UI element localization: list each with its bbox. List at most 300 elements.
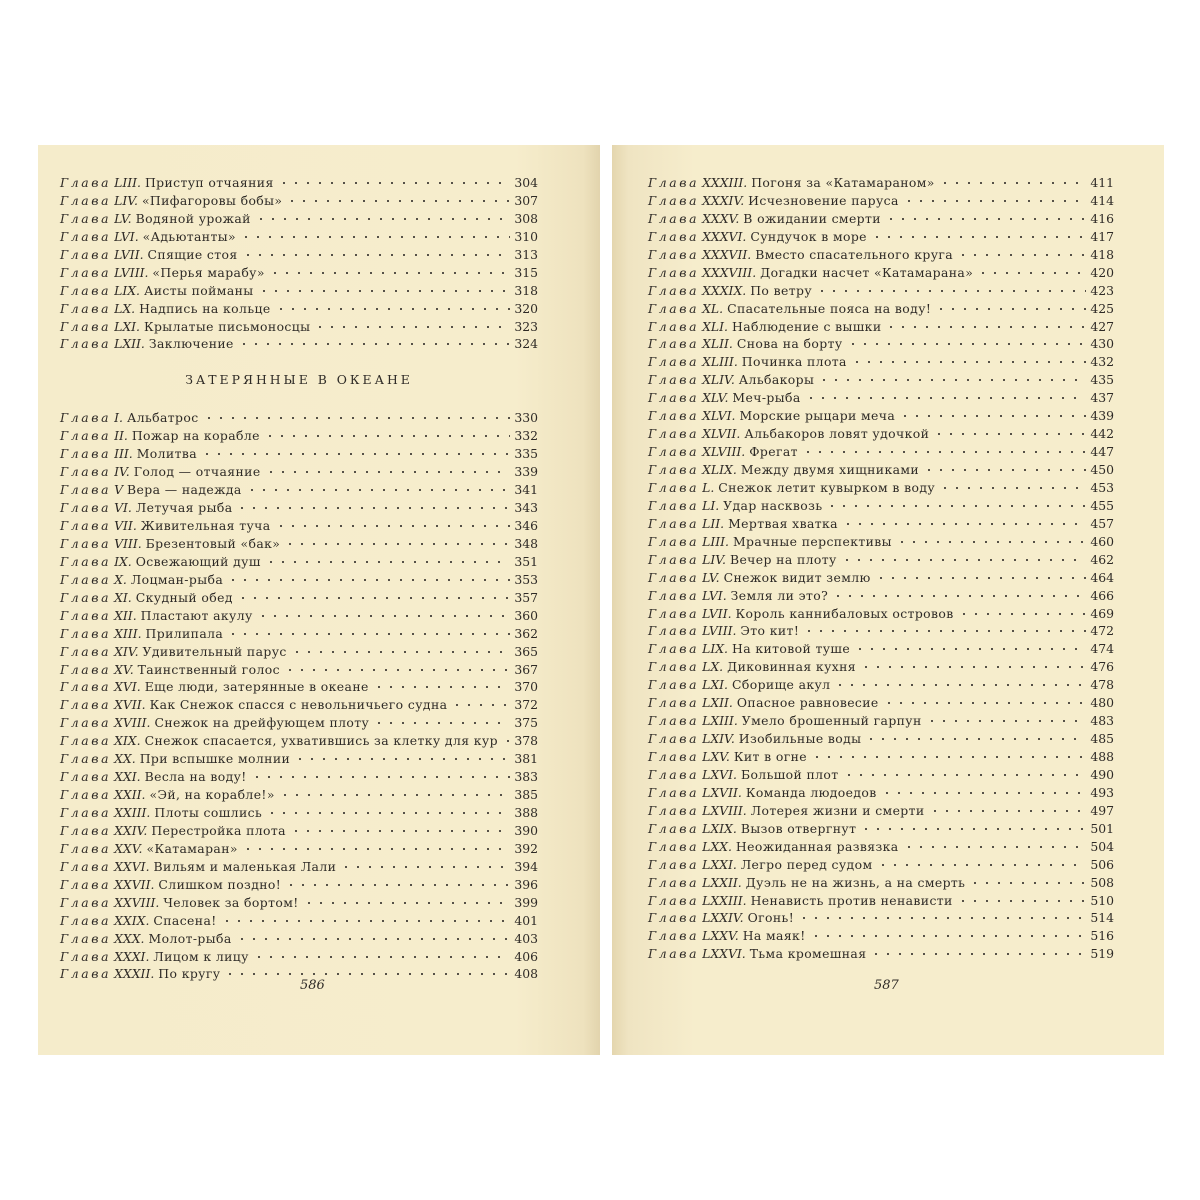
chapter-label: Глава [60, 482, 112, 498]
chapter-label: Глава [648, 677, 700, 693]
dot-leader [957, 251, 1086, 259]
dot-leader [957, 897, 1086, 905]
toc-entry [648, 570, 1114, 588]
dot-leader [881, 789, 1086, 797]
toc-entry [648, 659, 1114, 677]
page-ref: 519 [1090, 946, 1114, 962]
chapter-label: Глава [60, 822, 112, 838]
chapter-title: Человек за бортом! [163, 894, 299, 910]
chapter-label: Глава [60, 805, 112, 820]
chapter-number: LI. [702, 497, 720, 513]
dot-leader [903, 843, 1086, 851]
chapter-title: Прилипала [145, 625, 224, 641]
chapter-number: LXX. [702, 838, 732, 854]
chapter-title: «Катамаран» [146, 840, 238, 856]
chapter-number: XXV. [114, 840, 143, 856]
chapter-title: Меч-рыба [732, 390, 801, 406]
page-ref: 478 [1090, 677, 1114, 693]
toc-entry [60, 536, 538, 554]
chapter-title: Исчезновение паруса [748, 192, 899, 208]
dot-leader [242, 845, 510, 853]
chapter-number: XLIV. [702, 372, 735, 388]
dot-leader [279, 791, 510, 799]
page-ref: 323 [514, 318, 538, 334]
toc-entry [60, 608, 538, 626]
chapter-number: XXXII. [114, 966, 155, 982]
chapter-title: Большой плот [740, 766, 839, 782]
chapter-number: XXXIII. [702, 175, 748, 190]
chapter-number: LVIII. [114, 264, 149, 280]
chapter-label: Глава [648, 551, 700, 567]
dot-leader [251, 773, 510, 781]
chapter-title: Догадки насчет «Катамарана» [760, 264, 974, 280]
page-ref: 324 [514, 336, 538, 352]
chapter-number: XLV. [702, 390, 729, 406]
toc-entry [648, 534, 1114, 552]
dot-leader [832, 592, 1086, 600]
page-ref: 490 [1090, 766, 1114, 782]
chapter-label: Глава [60, 715, 112, 731]
dot-leader [278, 179, 510, 187]
chapter-label: Глава [60, 948, 112, 964]
chapter-label: Глава [648, 479, 700, 495]
toc-entry [648, 211, 1114, 229]
page-ref: 447 [1090, 444, 1114, 460]
toc-entry [60, 283, 538, 301]
page-ref: 418 [1090, 246, 1114, 262]
page-ref: 313 [514, 246, 538, 262]
chapter-title: Крылатые письмоносцы [143, 318, 311, 334]
toc-entry [648, 731, 1114, 749]
chapter-label: Глава [648, 946, 700, 962]
page-ref: 365 [514, 643, 538, 659]
chapter-title: Кит в огне [733, 749, 807, 764]
dot-leader [240, 233, 510, 241]
left-page [38, 145, 600, 1055]
dot-leader [871, 233, 1086, 241]
chapter-label: Глава [60, 858, 112, 874]
toc-entry [60, 679, 538, 697]
page-ref: 381 [514, 751, 538, 767]
page-ref: 308 [514, 210, 538, 226]
chapter-label: Глава [648, 336, 700, 352]
chapter-title: Ненависть против ненависти [750, 892, 953, 908]
toc-entry [648, 336, 1114, 354]
chapter-number: XXXVIII. [702, 264, 757, 280]
page-ref: 375 [514, 715, 538, 731]
chapter-number: IX. [114, 553, 132, 569]
chapter-number: LIII. [114, 175, 141, 190]
chapter-number: LXI. [114, 318, 140, 334]
dot-leader [877, 861, 1087, 869]
chapter-title: Спасательные пояса на воду! [727, 300, 932, 316]
toc-entry [60, 715, 538, 733]
chapter-title: Снежок летит кувырком в воду [718, 479, 936, 495]
chapter-number: XX. [114, 751, 136, 767]
chapter-label: Глава [648, 515, 700, 531]
chapter-title: Живительная туча [140, 518, 271, 533]
toc-entry [60, 859, 538, 877]
toc-entry [60, 733, 538, 751]
chapter-title: Молот-рыба [148, 930, 232, 946]
toc-entry [60, 823, 538, 841]
chapter-number: XXVIII. [114, 894, 160, 910]
chapter-title: Неожиданная развязка [735, 838, 899, 854]
page-ref: 399 [514, 894, 538, 910]
chapter-number: XXIV. [114, 822, 148, 838]
chapter-number: V [114, 482, 124, 498]
dot-leader [294, 755, 510, 763]
chapter-number: LXIV. [702, 731, 735, 747]
toc-entry [648, 480, 1114, 498]
dot-leader [236, 935, 510, 943]
page-ref: 394 [514, 858, 538, 874]
dot-leader [958, 610, 1086, 618]
toc-entry [60, 211, 538, 229]
chapter-number: LVII. [702, 605, 732, 621]
chapter-label: Глава [648, 390, 700, 406]
chapter-label: Глава [648, 605, 700, 621]
page-ref: 488 [1090, 749, 1114, 764]
chapter-number: III. [114, 446, 133, 462]
page-ref: 430 [1090, 336, 1114, 352]
dot-leader [885, 323, 1086, 331]
chapter-title: Вильям и маленькая Лали [153, 858, 337, 874]
page-ref: 435 [1090, 372, 1114, 388]
chapter-number: LVI. [702, 587, 727, 603]
chapter-number: VI. [114, 500, 132, 516]
page-ref: 442 [1090, 426, 1114, 442]
dot-leader [851, 358, 1086, 366]
dot-leader [246, 486, 510, 494]
chapter-title: Заключение [148, 336, 234, 352]
dot-leader [939, 179, 1086, 187]
toc-entry [60, 590, 538, 608]
chapter-title: «Эй, на корабле!» [149, 787, 275, 803]
page-ref: 372 [514, 697, 538, 713]
page-ref: 439 [1090, 408, 1114, 424]
chapter-title: Как Снежок спасся с невольничьего судна [149, 697, 448, 713]
chapter-number: XXXVI. [702, 228, 747, 244]
toc-entry [60, 751, 538, 769]
chapter-title: «Адьютанты» [142, 228, 236, 244]
dot-leader [847, 340, 1086, 348]
chapter-number: LV. [114, 210, 132, 226]
chapter-label: Глава [648, 569, 700, 585]
chapter-label: Глава [648, 838, 700, 854]
page-ref: 485 [1090, 731, 1114, 747]
chapter-number: XVI. [114, 679, 141, 695]
toc-entry [60, 769, 538, 787]
dot-leader [284, 666, 510, 674]
chapter-title: Погоня за «Катамараном» [751, 175, 935, 190]
toc-entry [60, 913, 538, 931]
chapter-title: Удар насквозь [723, 497, 823, 513]
toc-entry [648, 516, 1114, 534]
chapter-number: LXI. [702, 677, 728, 693]
toc-entry [648, 677, 1114, 695]
toc-entry [648, 623, 1114, 641]
toc-entry [60, 500, 538, 518]
dot-leader [899, 412, 1086, 420]
chapter-label: Глава [648, 928, 700, 944]
chapter-title: Еще люди, затерянные в океане [144, 679, 369, 695]
chapter-label: Глава [648, 228, 700, 244]
page-ref: 396 [514, 876, 538, 892]
chapter-title: Освежающий душ [135, 553, 261, 569]
chapter-label: Глава [60, 661, 112, 677]
toc-entry [60, 175, 538, 193]
toc-entry [648, 229, 1114, 247]
chapter-title: На маяк! [742, 928, 806, 944]
chapter-title: Это кит! [740, 623, 800, 639]
chapter-number: LXXI. [702, 856, 737, 872]
dot-leader [203, 414, 510, 422]
chapter-label: Глава [648, 659, 700, 675]
dot-leader [238, 340, 510, 348]
chapter-label: Глава [648, 462, 700, 477]
chapter-number: XXXVII. [702, 246, 752, 262]
chapter-number: XXXI. [114, 948, 150, 964]
toc-entry [648, 821, 1114, 839]
chapter-number: LV. [702, 569, 720, 585]
chapter-label: Глава [60, 930, 112, 946]
chapter-number: XVIII. [114, 715, 151, 731]
chapter-label: Глава [60, 500, 112, 516]
dot-leader [842, 520, 1086, 528]
page-ref: 417 [1090, 228, 1114, 244]
chapter-label: Глава [60, 446, 112, 462]
chapter-number: XVII. [114, 697, 146, 713]
chapter-title: Спящие стоя [147, 246, 238, 262]
chapter-title: Вместо спасательного круга [755, 246, 954, 262]
toc-entry [60, 229, 538, 247]
dot-leader [860, 663, 1086, 671]
chapter-title: Фрегат [749, 444, 798, 460]
toc-entry [648, 695, 1114, 713]
chapter-number: XXVI. [114, 858, 150, 874]
toc-entry [60, 265, 538, 283]
dot-leader [253, 953, 510, 961]
chapter-number: XXXIX. [702, 282, 747, 298]
chapter-label: Глава [60, 318, 112, 334]
chapter-number: II. [114, 428, 128, 444]
toc-entry [648, 426, 1114, 444]
chapter-number: XXII. [114, 787, 146, 803]
chapter-number: XLII. [702, 336, 733, 352]
chapter-number: LIX. [702, 641, 728, 657]
chapter-number: LXIII. [702, 713, 738, 729]
chapter-number: LIX. [114, 282, 140, 298]
chapter-title: Морские рыцари меча [739, 408, 896, 424]
chapter-label: Глава [648, 408, 700, 424]
toc-entry [648, 301, 1114, 319]
toc-column-left [60, 175, 538, 984]
page-ref: 427 [1090, 318, 1114, 334]
chapter-title: Удивительный парус [142, 643, 287, 659]
chapter-label: Глава [648, 641, 700, 657]
dot-leader [923, 466, 1086, 474]
page-ref: 483 [1090, 713, 1114, 729]
page-ref: 501 [1090, 820, 1114, 836]
dot-leader [939, 484, 1086, 492]
chapter-label: Глава [648, 784, 700, 800]
chapter-number: LXXII. [702, 874, 742, 890]
dot-leader [286, 197, 510, 205]
chapter-title: Молитва [136, 446, 198, 462]
dot-leader [805, 394, 1086, 402]
page-ref: 457 [1090, 515, 1114, 531]
chapter-label: Глава [648, 246, 700, 262]
page-ref: 493 [1090, 784, 1114, 800]
chapter-title: Снова на борту [736, 336, 843, 352]
chapter-number: LXVIII. [702, 802, 747, 818]
page-ref: 510 [1090, 892, 1114, 908]
page-ref: 504 [1090, 838, 1114, 854]
dot-leader [227, 630, 510, 638]
chapter-label: Глава [60, 894, 112, 910]
chapter-number: XL. [702, 300, 724, 316]
chapter-title: Слишком поздно! [158, 876, 282, 892]
chapter-number: LXXVI. [702, 946, 746, 962]
page-ref: 464 [1090, 569, 1114, 585]
chapter-label: Глава [60, 428, 112, 444]
chapter-label: Глава [648, 282, 700, 298]
toc-entry [60, 247, 538, 265]
dot-leader [201, 450, 510, 458]
chapter-title: Пожар на корабле [131, 428, 260, 444]
chapter-label: Глава [60, 464, 112, 480]
dot-leader [236, 504, 510, 512]
page-ref: 466 [1090, 587, 1114, 603]
page-ref: 357 [514, 589, 538, 605]
page-ref: 411 [1090, 175, 1114, 190]
dot-leader [224, 970, 510, 978]
chapter-title: В ожидании смерти [743, 210, 881, 226]
toc-entry [60, 787, 538, 805]
chapter-title: Диковинная кухня [727, 659, 857, 675]
chapter-label: Глава [60, 210, 112, 226]
chapter-label: Глава [648, 802, 700, 818]
dot-leader [977, 269, 1086, 277]
toc-entry [648, 498, 1114, 516]
chapter-label: Глава [60, 336, 112, 352]
chapter-label: Глава [60, 751, 112, 767]
chapter-number: XXVII. [114, 876, 155, 892]
page-ref: 332 [514, 428, 538, 444]
chapter-number: LXV. [702, 749, 730, 764]
chapter-label: Глава [648, 533, 700, 549]
chapter-number: LXII. [702, 695, 733, 711]
toc-entry [648, 803, 1114, 821]
chapter-label: Глава [648, 264, 700, 280]
toc-entry [60, 966, 538, 984]
chapter-title: Вера — надежда [127, 482, 242, 498]
page-ref: 514 [1090, 910, 1114, 926]
chapter-label: Глава [60, 912, 112, 928]
chapter-title: Лицом к лицу [153, 948, 249, 964]
chapter-number: LIV. [114, 192, 138, 208]
chapter-title: Снежок спасается, ухватившись за клетку для кур [144, 733, 498, 749]
page-ref: 401 [514, 912, 538, 928]
page-ref: 304 [514, 175, 538, 190]
page-ref: 469 [1090, 605, 1114, 621]
chapter-title: Лотерея жизни и смерти [750, 802, 925, 818]
dot-leader [810, 932, 1086, 940]
page-ref: 480 [1090, 695, 1114, 711]
chapter-title: Сундучок в море [750, 228, 867, 244]
chapter-label: Глава [648, 372, 700, 388]
dot-leader [816, 287, 1086, 295]
page-ref: 351 [514, 553, 538, 569]
chapter-number: XV. [114, 661, 134, 677]
chapter-number: VII. [114, 518, 137, 533]
page-ref: 497 [1090, 802, 1114, 818]
toc-entry [648, 641, 1114, 659]
dot-leader [969, 879, 1086, 887]
page-ref: 341 [514, 482, 538, 498]
dot-leader [903, 197, 1086, 205]
page-ref: 362 [514, 625, 538, 641]
toc-entry [60, 626, 538, 644]
chapter-title: Вечер на плоту [729, 551, 837, 567]
chapter-number: LIV. [702, 551, 726, 567]
toc-entry [60, 301, 538, 319]
page-ref: 474 [1090, 641, 1114, 657]
chapter-number: XLVI. [702, 408, 736, 424]
page-ref: 367 [514, 661, 538, 677]
chapter-label: Глава [60, 553, 112, 569]
chapter-label: Глава [60, 589, 112, 605]
chapter-number: X. [114, 571, 127, 587]
chapter-number: VIII. [114, 535, 142, 551]
dot-leader [265, 558, 510, 566]
toc-entry [648, 319, 1114, 337]
chapter-number: XII. [114, 607, 137, 623]
dot-leader [811, 753, 1086, 761]
dot-leader [275, 305, 510, 313]
chapter-label: Глава [60, 697, 112, 713]
chapter-label: Глава [648, 426, 700, 442]
dot-leader [803, 627, 1086, 635]
chapter-number: LIII. [702, 533, 729, 549]
toc-entry [60, 877, 538, 895]
dot-leader [834, 681, 1086, 689]
chapter-number: XI. [114, 589, 132, 605]
chapter-title: Плоты сошлись [154, 805, 263, 820]
chapter-label: Глава [648, 713, 700, 729]
toc-entry [648, 390, 1114, 408]
page-ref: 390 [514, 822, 538, 838]
chapter-label: Глава [60, 876, 112, 892]
chapter-title: Снежок на дрейфующем плоту [154, 715, 370, 731]
page-ref: 414 [1090, 192, 1114, 208]
chapter-number: LXVI. [702, 766, 737, 782]
chapter-title: Вызов отвергнут [740, 820, 857, 836]
dot-leader [373, 719, 510, 727]
chapter-title: Спасена! [153, 912, 217, 928]
dot-leader [860, 825, 1086, 833]
chapter-title: Брезентовый «бак» [145, 535, 281, 551]
chapter-title: Лоцман-рыба [130, 571, 224, 587]
chapter-title: Приступ отчаяния [144, 175, 274, 190]
dot-leader [854, 645, 1086, 653]
chapter-number: LXVII. [702, 784, 742, 800]
toc-entry [60, 410, 538, 428]
dot-leader [798, 914, 1086, 922]
page-ref: 437 [1090, 390, 1114, 406]
dot-leader [865, 735, 1086, 743]
